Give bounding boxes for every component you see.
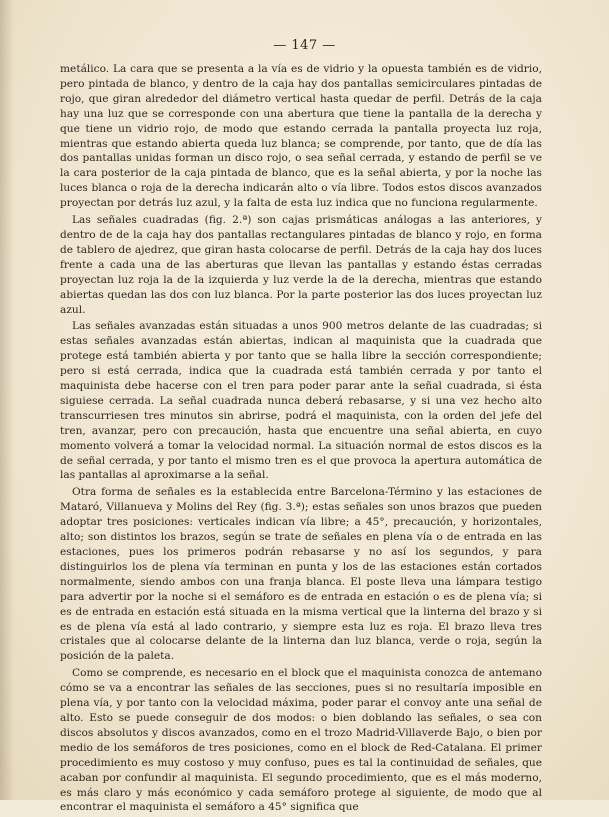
paragraph-advanced-signals: Las señales avanzadas están situadas a unos 900 metros delante de las cuadradas; si estas señales avanzadas están abiertas, indican al maquinista que la cuadrada que protege está también abierta y por tanto que se halla libre la sección correspondiente; pero si está cerrada, indica que la cuadrada está también cerrada y por tanto el maquinista debe hacerse con el tren para poder parar ante la señal cuadrada, si ésta siguiese cerrada. La señal cuadrada nunca deberá rebasarse, y si una vez hecho alto transcurriesen tres minutos sin abrirse, podrá el maquinista, con la orden del jefe del tren, avanzar, pero con precaución, hasta que encuentre una señal abierta, en cuyo momento volverá a tomar la velocidad normal. La situación normal de estos discos es la de señal cerrada, y por tanto el mismo tren es el que provoca la apertura automática de las pantallas al aproximarse a la señal. — [60, 320, 542, 482]
paragraph-square-signals: Las señales cuadradas (fig. 2.ª) son cajas prismáticas análogas a las anteriores, y dentro de de la caja hay dos pantallas rectangulares pintadas de blanco y rojo, en forma de tablero de ajedrez, que giran hasta colocarse de perfil. Detrás de la caja hay dos luces frente a cada una de las aberturas que llevan las pantallas y estando éstas cerradas proyectan luz roja la de la izquierda y luz verde la de la derecha, mientras que estando abiertas quedan las dos con luz blanca. Por la parte posterior las dos luces proyectan luz azul. — [60, 214, 542, 316]
paragraph-continuation: metálico. La cara que se presenta a la vía es de vidrio y la opuesta también es de vidrio, pero pintada de blanco, y dentro de la caja hay dos pantallas semicirculares pintadas de rojo, que giran alrededor del diámetro vertical hasta quedar de perfil. Detrás de la caja hay una luz que se corresponde con una abertura que tiene la pantalla de la derecha y que tiene un vidrio rojo, de modo que estando cerrada la pantalla proyecta luz roja, mientras que estando abierta queda luz blanca; se comprende, por tanto, que de día las dos pantallas unidas forman un disco rojo, o sea señal cerrada, y estando de perfil se ve la cara posterior de la caja pintada de blanco, que es la señal abierta, y por la noche las luces blanca o roja de la derecha indicarán alto o vía libre. Todos estos discos avanzados proyectan por detrás luz azul, y la falta de esta luz indica que no funciona regularmente. — [60, 63, 542, 210]
paragraph-block-system: Como se comprende, es necesario en el block que el maquinista conozca de antemano cómo se va a encontrar las señales de las secciones, pues si no resultaría imposible en plena vía, y por tanto con la velocidad máxima, poder parar el convoy ante una señal de alto. Esto se puede conseguir de dos modos: o bien doblando las señales, o sea con discos absolutos y discos avanzados, como en el trozo Madrid-Villaverde Bajo, o bien por medio de los semáforos de tres posiciones, como en el block de Red-Catalana. El primer procedimiento es muy costoso y muy confuso, pues es tal la continuidad de señales, que acaban por confundir al maquinista. El segundo procedimiento, que es el más moderno, es más claro y más económico y cada semáforo protege al siguiente, de modo que al encontrar el maquinista el semáforo a 45° significa que — [60, 667, 542, 814]
paragraph-semaphore-signals: Otra forma de señales es la establecida entre Barcelona-Término y las estaciones de Mataró, Villanueva y Molins del Rey (fig. 3.ª); estas señales son unos brazos que pueden adoptar tres posiciones: verticales indican vía libre; a 45°, precaución, y horizontales, alto; son distintos los brazos, según se trate de señales en plena vía o de entrada en las estaciones, pues los primeros podrán rebasarse y no así los segundos, y para distinguirlos los de plena vía terminan en punta y los de las estaciones están cortados normalmente, siendo ambos con una franja blanca. El poste lleva una lámpara testigo para advertir por la noche si el semáforo es de entrada en estación o es de plena vía; si es de entrada en estación está situada en la misma vertical que la linterna del brazo y si es de plena vía está al lado contrario, y siempre esta luz es roja. El brazo lleva tres cristales que al colocarse delante de la linterna dan luz blanca, verde o roja, según la posición de la paleta. — [60, 486, 542, 663]
body-text — [60, 62, 542, 817]
page-number: — 147 — — [273, 38, 336, 53]
binding-shadow — [0, 0, 14, 800]
